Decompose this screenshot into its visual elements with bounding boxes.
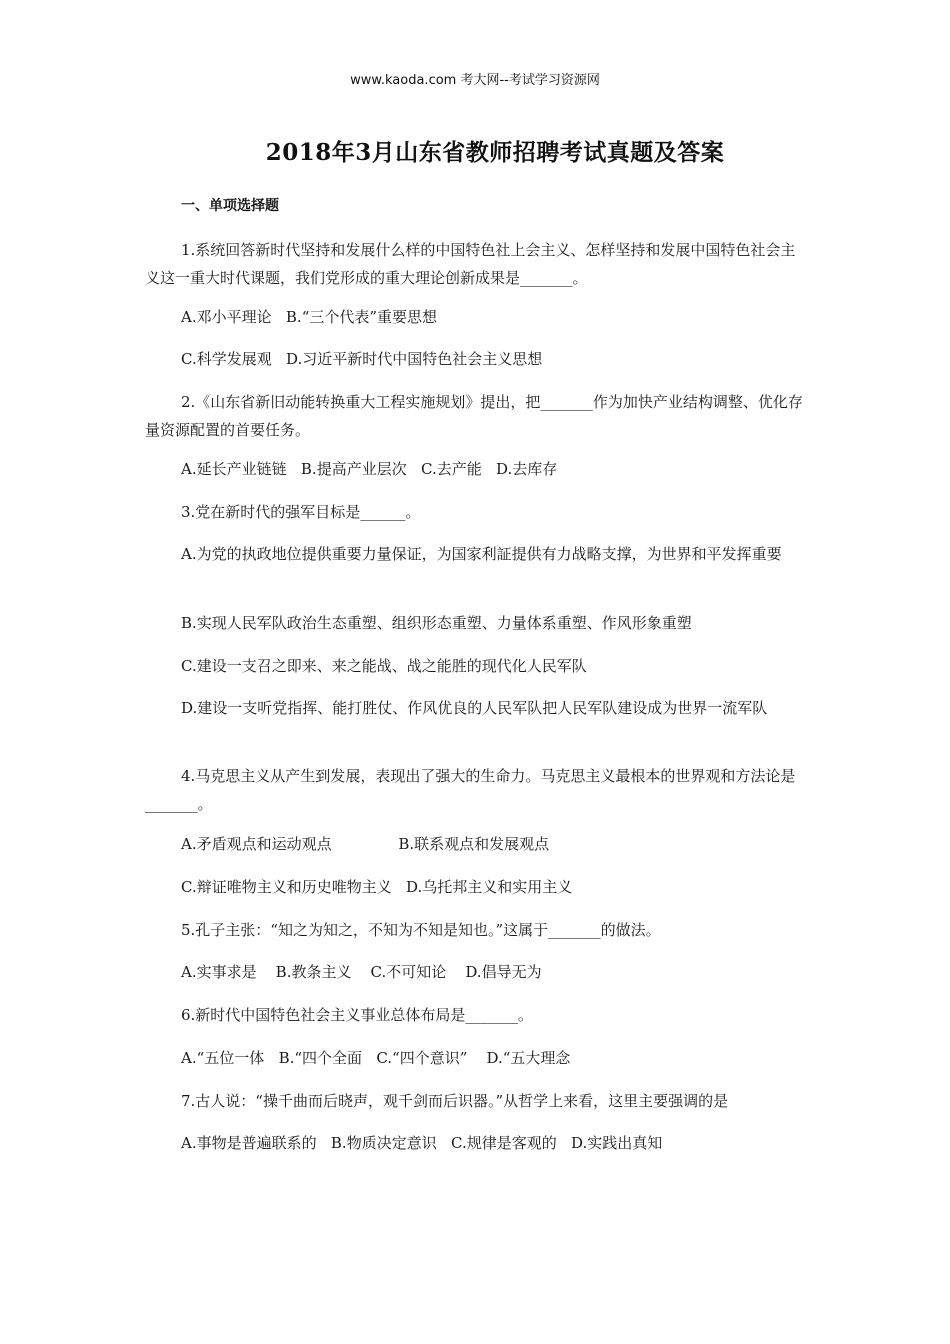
question-1: 1.系统回答新时代坚持和发展什么样的中国特色社上会主义、怎样坚持和发展中国特色社会主义这一重大时代课题，我们党形成的重大理论创新成果是_______。: [145, 241, 796, 287]
question-3-option-d: D.建设一支听党指挥、能打胜仗、作风优良的人民军队把人民军队建设成为世界一流军队: [181, 699, 768, 717]
question-4: 4.马克思主义从产生到发展，表现出了强大的生命力。马克思主义最根本的世界观和方法论是_______。: [145, 767, 796, 813]
question-3-option-b: B.实现人民军队政治生态重塑、组织形态重塑、力量体系重塑、作风形象重塑: [181, 614, 692, 632]
question-3-option-a: A.为党的执政地位提供重要力量保证，为国家利証提供有力战略支撑，为世界和平发挥重要: [181, 545, 782, 563]
question-1-options-cd: C.科学发展观 D.习近平新时代中国特色社会主义思想: [181, 350, 543, 368]
question-7-options: A.事物是普遍联系的 B.物质决定意识 C.规律是客观的 D.实践出真知: [181, 1134, 663, 1152]
section-heading: 一、单项选择题: [181, 198, 279, 214]
question-6-options: A.“五位一体 B.“四个全面 C.“四个意识” D.“五大理念: [181, 1049, 571, 1067]
question-5-options: A.实事求是 B.教条主义 C.不可知论 D.倡导无为: [181, 963, 542, 981]
question-7: 7.古人说：“操千曲而后晓声，观千剑而后识器。”从哲学上来看，这里主要强调的是: [181, 1092, 729, 1110]
question-2: 2.《山东省新旧动能转换重大工程实施规划》提出，把_______作为加快产业结构调整、优化存量资源配置的首要任务。: [145, 393, 803, 439]
question-4-options-ab: A.矛盾观点和运动观点 B.联系观点和发展观点: [181, 835, 550, 853]
question-3: 3.党在新时代的强军目标是______。: [181, 503, 421, 521]
question-2-options: A.延长产业链链 B.提高产业层次 C.去产能 D.去库存: [181, 460, 558, 478]
question-3-option-c: C.建设一支召之即来、来之能战、战之能胜的现代化人民军队: [181, 657, 587, 675]
document-title: 2018年3月山东省教师招聘考试真题及答案: [265, 139, 725, 166]
question-5: 5.孔子主张：“知之为知之，不知为不知是知也。”这属于_______的做法。: [181, 921, 661, 939]
question-4-options-cd: C.辩证唯物主义和历史唯物主义 D.乌托邦主义和实用主义: [181, 878, 573, 896]
question-1-options-ab: A.邓小平理论 B.“三个代表”重要思想: [181, 308, 438, 326]
question-6: 6.新时代中国特色社会主义事业总体布局是_______。: [181, 1006, 533, 1024]
site-header: www.kaoda.com 考大网--考试学习资源网: [350, 73, 600, 88]
